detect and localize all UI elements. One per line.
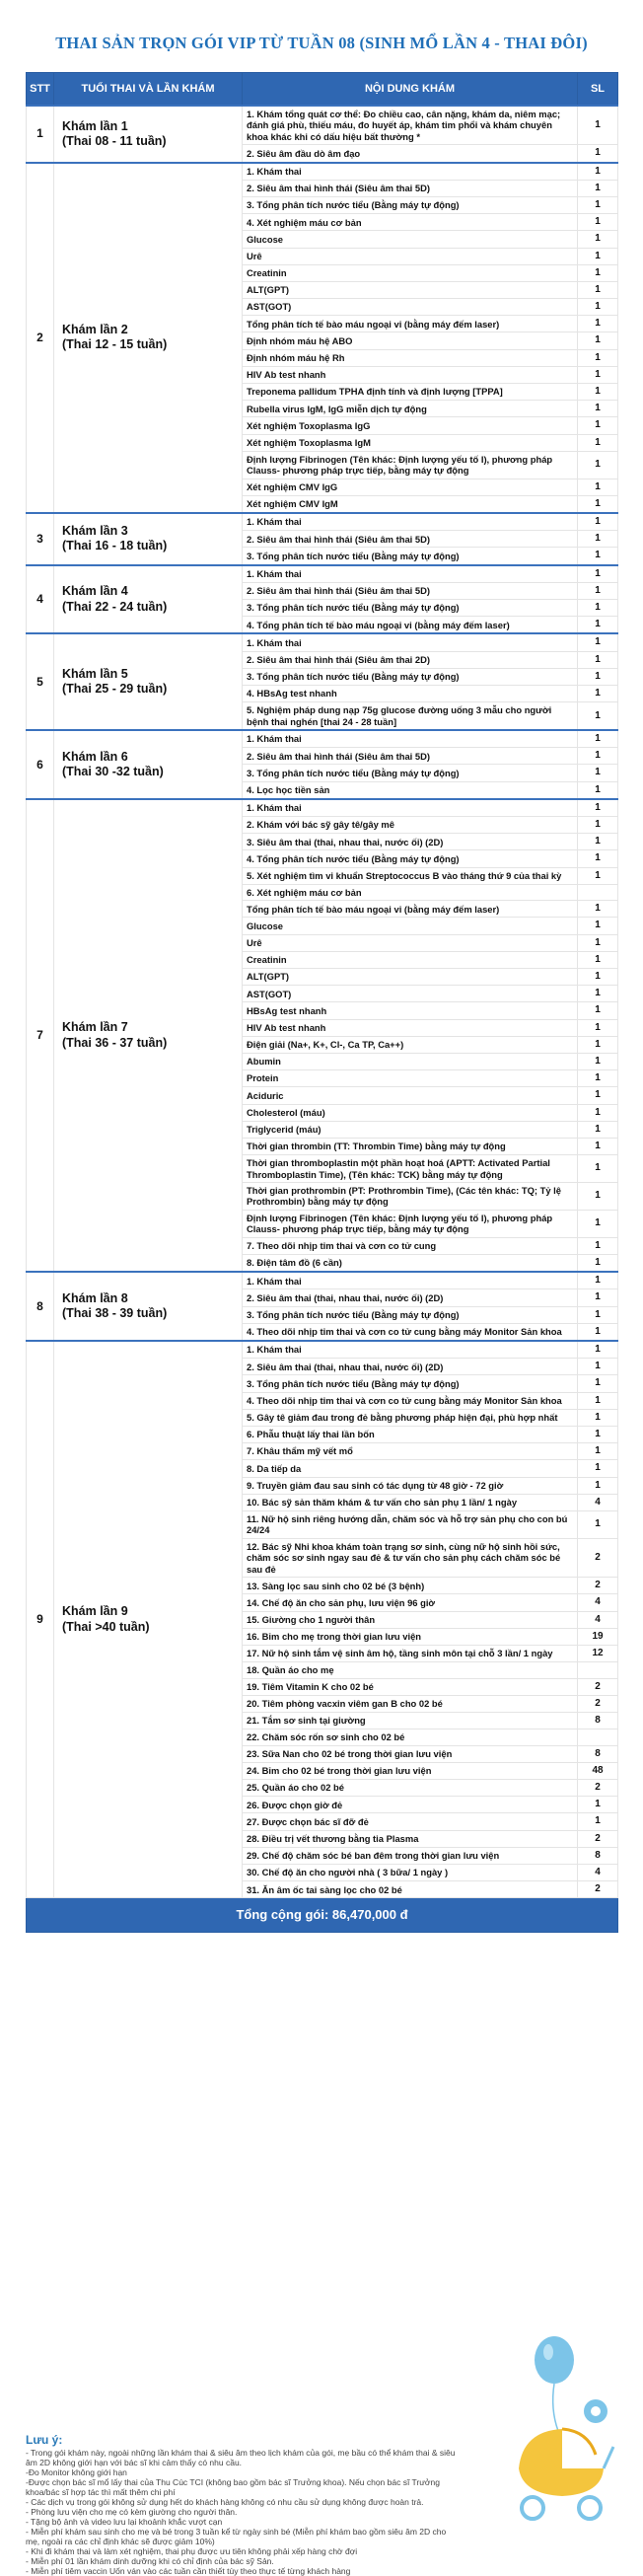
cell-content: ALT(GPT) [243,281,578,298]
cell-content: 2. Siêu âm thai hình thái (Siêu âm thai 2D) [243,651,578,668]
table-row [27,1341,618,1359]
cell-content: 15. Giường cho 1 người thân [243,1611,578,1628]
cell-content: Protein [243,1070,578,1087]
cell-visit: Khám lần 8 (Thai 38 - 39 tuần) [54,1272,243,1341]
cell-quantity: 1 [578,582,618,599]
cell-quantity: 1 [578,349,618,366]
cell-content: 5. Gây tê giảm đau trong đẻ bằng phương pháp hiện đại, phù hợp nhất [243,1409,578,1426]
cell-quantity: 4 [578,1864,618,1880]
cell-content: Xét nghiệm Toxoplasma IgG [243,417,578,434]
cell-quantity: 1 [578,867,618,884]
cell-content: HIV Ab test nhanh [243,1019,578,1036]
cell-quantity [578,884,618,900]
cell-quantity: 1 [578,384,618,401]
cell-quantity: 1 [578,685,618,701]
cell-content: 7. Theo dõi nhịp tim thai và cơn co tử cung [243,1237,578,1254]
cell-quantity: 1 [578,417,618,434]
cell-visit: Khám lần 5 (Thai 25 - 29 tuần) [54,633,243,730]
total-row [27,1898,618,1933]
cell-content: 31. Ăn âm ốc tai sàng lọc cho 02 bé [243,1881,578,1898]
cell-content: Thời gian prothrombin (PT: Prothrombin Time), (Các tên khác: TQ; Tỷ lệ Prothrombin) bằng máy tự động [243,1183,578,1211]
cell-quantity: 8 [578,1847,618,1864]
note-line: - Trong gói khám này, ngoài những lần khám thai & siêu âm theo lịch khám của gói, mẹ bầu có thể khám thai & siêu âm 2D không giới hạn với bác sĩ khi cảm thấy có nhu cầu. [26,2448,456,2468]
cell-content: Aciduric [243,1087,578,1104]
cell-content: 30. Chế độ ăn cho người nhà ( 3 bữa/ 1 ngày ) [243,1864,578,1880]
note-line: - Khi đi khám thai và làm xét nghiệm, thai phụ được ưu tiên không phải xếp hàng chờ đợi [26,2546,358,2557]
note-line: - Phòng lưu viện cho mẹ có kèm giường cho người thân. [26,2507,238,2518]
cell-content: 1. Khám thai [243,1272,578,1289]
cell-quantity: 1 [578,1138,618,1154]
table-row [27,730,618,748]
note-line: - Các dịch vụ trong gói không sử dụng hết do khách hàng không có nhu cầu sử dụng không được hoàn trả. [26,2497,424,2508]
cell-quantity: 1 [578,765,618,781]
cell-quantity: 1 [578,214,618,231]
cell-content: 28. Điều trị vết thương bằng tia Plasma [243,1830,578,1847]
cell-stt: 1 [27,106,54,163]
cell-quantity: 1 [578,633,618,651]
pacifier-icon [584,2399,607,2423]
table-row [27,799,618,817]
cell-stt: 6 [27,730,54,799]
cell-stt: 2 [27,163,54,514]
cell-quantity: 1 [578,281,618,298]
cell-content: 3. Tổng phân tích nước tiểu (Bằng máy tự động) [243,1375,578,1392]
cell-quantity: 1 [578,817,618,834]
table-row [27,633,618,651]
cell-content: 1. Khám thai [243,565,578,583]
cell-content: HIV Ab test nhanh [243,366,578,383]
cell-quantity: 1 [578,1019,618,1036]
cell-content: 8. Da tiếp da [243,1460,578,1477]
cell-quantity: 1 [578,1002,618,1019]
cell-content: Tổng phân tích tế bào máu ngoại vi (bằng máy đếm laser) [243,901,578,918]
cell-quantity: 1 [578,332,618,349]
cell-stt: 5 [27,633,54,730]
cell-quantity: 1 [578,1323,618,1341]
cell-quantity [578,1730,618,1745]
cell-content: 5. Nghiệm pháp dung nạp 75g glucose đường uống 3 mẫu cho người bệnh thai nghén [thai 24 - 28 tuần] [243,702,578,730]
cell-visit: Khám lần 2 (Thai 12 - 15 tuần) [54,163,243,514]
cell-quantity: 1 [578,1443,618,1460]
cell-content: 25. Quần áo cho 02 bé [243,1780,578,1797]
cell-content: 2. Siêu âm thai hình thái (Siêu âm thai 5D) [243,180,578,196]
cell-content: 3. Tổng phân tích nước tiểu (Bằng máy tự động) [243,600,578,617]
cell-content: Creatinin [243,264,578,281]
cell-quantity: 1 [578,617,618,634]
cell-content: Định lượng Fibrinogen (Tên khác: Định lượng yếu tố I), phương pháp Clauss- phương pháp trực tiếp, bằng máy tự động [243,1210,578,1237]
cell-content: 20. Tiêm phòng vacxin viêm gan B cho 02 bé [243,1695,578,1712]
cell-content: 4. HBsAg test nhanh [243,685,578,701]
cell-content: 17. Nữ hộ sinh tắm vệ sinh âm hộ, tầng sinh môn tại chỗ 3 lần/ 1 ngày [243,1645,578,1661]
cell-quantity: 1 [578,702,618,730]
cell-content: 1. Khám thai [243,730,578,748]
cell-content: 1. Khám thai [243,513,578,531]
cell-quantity: 1 [578,1087,618,1104]
cell-content: 4. Theo dõi nhịp tim thai và cơn co tử cung bằng máy Monitor Sản khoa [243,1323,578,1341]
cell-quantity: 1 [578,1460,618,1477]
cell-quantity: 1 [578,1359,618,1375]
cell-quantity: 1 [578,799,618,817]
cell-content: Urê [243,934,578,951]
cell-quantity: 1 [578,106,618,145]
total-price: Tổng cộng gói: 86,470,000 đ [27,1898,618,1933]
cell-quantity: 2 [578,1678,618,1695]
cell-quantity: 8 [578,1713,618,1730]
cell-content: 19. Tiêm Vitamin K cho 02 bé [243,1678,578,1695]
cell-stt: 9 [27,1341,54,1898]
cell-content: Xét nghiệm Toxoplasma IgM [243,434,578,451]
cell-content: 2. Siêu âm thai (thai, nhau thai, nước ối) (2D) [243,1289,578,1306]
cell-content: Glucose [243,918,578,934]
cell-content: Xét nghiệm CMV IgG [243,478,578,495]
cell-quantity: 1 [578,231,618,248]
cell-quantity [578,1662,618,1678]
baby-carriage-decoration [493,2320,621,2526]
cell-quantity: 1 [578,781,618,799]
cell-quantity: 1 [578,565,618,583]
cell-content: 2. Khám với bác sỹ gây tê/gây mê [243,817,578,834]
cell-content: 26. Được chọn giờ đẻ [243,1797,578,1813]
cell-content: 1. Khám tổng quát cơ thể: Đo chiều cao, cân nặng, khám da, niêm mạc; đánh giá phù, thiếu máu, đo huyết áp, khám tim phổi và khám chuyên khoa khác khi có dấu hiệu bất thường * [243,106,578,145]
note-line: - Miễn phí tiêm vaccin Uốn ván vào các tuần cần thiết tùy theo thực tế từng khách hàng [26,2566,351,2576]
cell-quantity: 1 [578,1183,618,1211]
cell-quantity: 1 [578,850,618,867]
cell-content: Cholesterol (máu) [243,1104,578,1121]
cell-content: Thời gian thrombin (TT: Thrombin Time) bằng máy tự động [243,1138,578,1154]
cell-content: 12. Bác sỹ Nhi khoa khám toàn trạng sơ sinh, cùng nữ hộ sinh hồi sức, chăm sóc sơ sinh ngay sau đẻ & tư vấn cho sản phụ cách chăm sóc bé sau đẻ [243,1538,578,1577]
cell-quantity: 1 [578,145,618,163]
table-row [27,565,618,583]
cell-quantity: 1 [578,248,618,264]
cell-visit: Khám lần 7 (Thai 36 - 37 tuần) [54,799,243,1272]
cell-visit: Khám lần 4 (Thai 22 - 24 tuần) [54,565,243,634]
cell-quantity: 4 [578,1494,618,1510]
cell-quantity: 1 [578,1409,618,1426]
cell-quantity: 1 [578,1155,618,1183]
cell-content: 1. Khám thai [243,1341,578,1359]
cell-content: 3. Tổng phân tích nước tiểu (Bằng máy tự động) [243,196,578,213]
note-line: - Miễn phí 01 lần khám dinh dưỡng khi có chỉ định của bác sỹ Sản. [26,2556,274,2567]
cell-stt: 3 [27,513,54,565]
cell-quantity: 4 [578,1594,618,1611]
cell-quantity: 1 [578,495,618,513]
cell-stt: 8 [27,1272,54,1341]
cell-quantity: 1 [578,834,618,850]
cell-content: 6. Phẫu thuật lấy thai lần bốn [243,1426,578,1442]
package-table-container [26,72,617,1933]
cell-content: 13. Sàng lọc sau sinh cho 02 bé (3 bệnh) [243,1578,578,1594]
cell-content: 11. Nữ hộ sinh riêng hướng dẫn, chăm sóc và hỗ trợ sản phụ cho con bú 24/24 [243,1510,578,1538]
cell-quantity: 1 [578,1797,618,1813]
cell-content: 3. Tổng phân tích nước tiểu (Bằng máy tự động) [243,548,578,565]
cell-quantity: 2 [578,1538,618,1577]
cell-content: 29. Chế độ chăm sóc bé ban đêm trong thời gian lưu viện [243,1847,578,1864]
cell-content: 6. Xét nghiệm máu cơ bản [243,884,578,900]
cell-quantity: 1 [578,264,618,281]
cell-visit: Khám lần 9 (Thai >40 tuần) [54,1341,243,1898]
cell-content: 1. Khám thai [243,799,578,817]
cell-content: 22. Chăm sóc rốn sơ sinh cho 02 bé [243,1730,578,1745]
cell-content: 24. Bỉm cho 02 bé trong thời gian lưu viện [243,1762,578,1779]
balloon-icon [535,2336,574,2431]
cell-content: 1. Khám thai [243,163,578,181]
cell-quantity: 1 [578,366,618,383]
cell-quantity: 1 [578,1237,618,1254]
cell-content: 4. Xét nghiệm máu cơ bản [243,214,578,231]
package-table [26,72,618,1933]
cell-quantity: 19 [578,1628,618,1645]
cell-content: 4. Theo dõi nhịp tim thai và cơn co tử cung bằng máy Monitor Sản khoa [243,1392,578,1409]
cell-content: 3. Tổng phân tích nước tiểu (Bằng máy tự động) [243,765,578,781]
cell-quantity: 2 [578,1830,618,1847]
cell-quantity: 4 [578,1611,618,1628]
cell-visit: Khám lần 6 (Thai 30 -32 tuần) [54,730,243,799]
cell-quantity: 1 [578,1104,618,1121]
notes-title: Lưu ý: [26,2433,63,2447]
note-line: -Được chọn bác sĩ mổ lấy thai của Thu Cúc TCI (không bao gồm bác sĩ Trưởng khoa). Nếu chọn bác sĩ Trưởng khoa/bác sĩ hợp tác thì mất thêm chi phí [26,2477,440,2498]
cell-content: 27. Được chọn bác sĩ đỡ đẻ [243,1813,578,1830]
cell-quantity: 1 [578,600,618,617]
cell-content: Urê [243,248,578,264]
cell-quantity: 1 [578,1036,618,1053]
cell-quantity: 1 [578,934,618,951]
cell-content: 9. Truyền giảm đau sau sinh có tác dụng từ 48 giờ - 72 giờ [243,1477,578,1494]
cell-quantity: 1 [578,1272,618,1289]
cell-quantity: 1 [578,531,618,548]
cell-quantity: 1 [578,1813,618,1830]
note-line: - Tặng bộ ảnh và video lưu lại khoảnh khắc vượt cạn [26,2517,223,2528]
cell-quantity: 1 [578,1121,618,1138]
cell-quantity: 1 [578,651,618,668]
cell-content: AST(GOT) [243,986,578,1002]
table-header-row [27,73,618,107]
cell-content: 3. Siêu âm thai (thai, nhau thai, nước ối) (2D) [243,834,578,850]
cell-content: Điện giải (Na+, K+, Cl-, Ca TP, Ca++) [243,1036,578,1053]
cell-quantity: 1 [578,548,618,565]
cell-quantity: 1 [578,730,618,748]
cell-quantity: 1 [578,986,618,1002]
cell-content: Glucose [243,231,578,248]
cell-quantity: 1 [578,951,618,968]
cell-content: HBsAg test nhanh [243,1002,578,1019]
note-line: -Đo Monitor không giới hạn [26,2467,127,2478]
cell-quantity: 2 [578,1780,618,1797]
cell-content: Abumin [243,1053,578,1069]
cell-content: 7. Khâu thẩm mỹ vết mổ [243,1443,578,1460]
cell-quantity: 1 [578,1375,618,1392]
cell-content: 4. Tổng phân tích tế bào máu ngoại vi (bằng máy đếm laser) [243,617,578,634]
cell-quantity: 1 [578,1289,618,1306]
note-line: - Miễn phí khám sau sinh cho mẹ và bé trong 3 tuần kể từ ngày sinh bé (Miễn phí khám bao gồm siêu âm 2D cho mẹ, ngoài ra các chỉ định khác sẽ được giảm 10%) [26,2527,447,2547]
cell-content: 5. Xét nghiệm tìm vi khuẩn Streptococcus B vào tháng thứ 9 của thai kỳ [243,867,578,884]
cell-content: 4. Lọc học tiền sản [243,781,578,799]
page-title: THAI SẢN TRỌN GÓI VIP TỪ TUẦN 08 (SINH MỔ LẦN 4 - THAI ĐÔI) [55,34,588,52]
cell-content: 23. Sữa Nan cho 02 bé trong thời gian lưu viện [243,1745,578,1762]
cell-content: 3. Tổng phân tích nước tiểu (Bằng máy tự động) [243,1306,578,1323]
table-row [27,106,618,145]
notes-section [26,2433,460,2576]
cell-content: Xét nghiệm CMV IgM [243,495,578,513]
cell-visit: Khám lần 1 (Thai 08 - 11 tuần) [54,106,243,163]
cell-quantity: 1 [578,434,618,451]
cell-content: 21. Tắm sơ sinh tại giường [243,1713,578,1730]
cell-content: 2. Siêu âm thai (thai, nhau thai, nước ối) (2D) [243,1359,578,1375]
cell-stt: 7 [27,799,54,1272]
cell-content: 16. Bỉm cho mẹ trong thời gian lưu viện [243,1628,578,1645]
cell-content: 14. Chế độ ăn cho sản phụ, lưu viện 96 giờ [243,1594,578,1611]
table-row [27,163,618,181]
cell-content: 2. Siêu âm thai hình thái (Siêu âm thai 5D) [243,531,578,548]
cell-content: AST(GOT) [243,299,578,316]
cell-quantity: 1 [578,1426,618,1442]
cell-quantity: 1 [578,969,618,986]
cell-quantity: 1 [578,748,618,765]
cell-content: 18. Quần áo cho mẹ [243,1662,578,1678]
cell-content: Treponema pallidum TPHA định tính và định lượng [TPPA] [243,384,578,401]
cell-quantity: 1 [578,1210,618,1237]
cell-quantity: 1 [578,316,618,332]
cell-quantity: 1 [578,299,618,316]
table-row [27,1272,618,1289]
cell-content: 1. Khám thai [243,633,578,651]
cell-quantity: 1 [578,163,618,181]
cell-quantity: 1 [578,478,618,495]
cell-quantity: 1 [578,1477,618,1494]
cell-quantity: 2 [578,1695,618,1712]
cell-content: Định lượng Fibrinogen (Tên khác: Định lượng yếu tố I), phương pháp Clauss- phương pháp trực tiếp, bằng máy tự động [243,451,578,478]
cell-quantity: 1 [578,1392,618,1409]
cell-content: 2. Siêu âm thai hình thái (Siêu âm thai 5D) [243,748,578,765]
cell-quantity: 1 [578,1053,618,1069]
cell-content: 10. Bác sỹ sản thăm khám & tư vấn cho sản phụ 1 lần/ 1 ngày [243,1494,578,1510]
cell-quantity: 1 [578,918,618,934]
table-body [27,106,618,1898]
cell-content: Thời gian thromboplastin một phần hoạt hoá (APTT: Activated Partial Thromboplastin Time), (Tên khác: TCK) bằng máy tự động [243,1155,578,1183]
stroller-icon [519,2429,613,2519]
cell-quantity: 1 [578,901,618,918]
header-quantity: SL [578,73,618,107]
cell-content: 8. Điện tâm đồ (6 cần) [243,1255,578,1273]
cell-content: 4. Tổng phân tích nước tiểu (Bằng máy tự động) [243,850,578,867]
cell-content: Creatinin [243,951,578,968]
cell-quantity: 1 [578,451,618,478]
table-row [27,513,618,531]
cell-content: Rubella virus IgM, IgG miễn dịch tự động [243,401,578,417]
notes-list [26,2448,460,2576]
cell-content: ALT(GPT) [243,969,578,986]
cell-quantity: 1 [578,1510,618,1538]
header-content: NỘI DUNG KHÁM [243,73,578,107]
cell-content: Triglycerid (máu) [243,1121,578,1138]
cell-quantity: 1 [578,1255,618,1273]
cell-quantity: 12 [578,1645,618,1661]
cell-quantity: 1 [578,513,618,531]
cell-content: Định nhóm máu hệ Rh [243,349,578,366]
cell-quantity: 48 [578,1762,618,1779]
cell-quantity: 1 [578,1341,618,1359]
cell-content: Định nhóm máu hệ ABO [243,332,578,349]
cell-quantity: 1 [578,668,618,685]
cell-quantity: 1 [578,1306,618,1323]
cell-content: 2. Siêu âm đầu dò âm đạo [243,145,578,163]
cell-content: 3. Tổng phân tích nước tiểu (Bằng máy tự động) [243,668,578,685]
cell-stt: 4 [27,565,54,634]
cell-quantity: 2 [578,1578,618,1594]
cell-quantity: 1 [578,1070,618,1087]
cell-quantity: 1 [578,196,618,213]
cell-quantity: 1 [578,180,618,196]
cell-quantity: 8 [578,1745,618,1762]
cell-quantity: 1 [578,401,618,417]
cell-content: Tổng phân tích tế bào máu ngoại vi (bằng máy đếm laser) [243,316,578,332]
cell-content: 2. Siêu âm thai hình thái (Siêu âm thai 5D) [243,582,578,599]
cell-visit: Khám lần 3 (Thai 16 - 18 tuần) [54,513,243,565]
header-stt: STT [27,73,54,107]
header-visit: TUỔI THAI VÀ LẦN KHÁM [54,73,243,107]
cell-quantity: 2 [578,1881,618,1898]
